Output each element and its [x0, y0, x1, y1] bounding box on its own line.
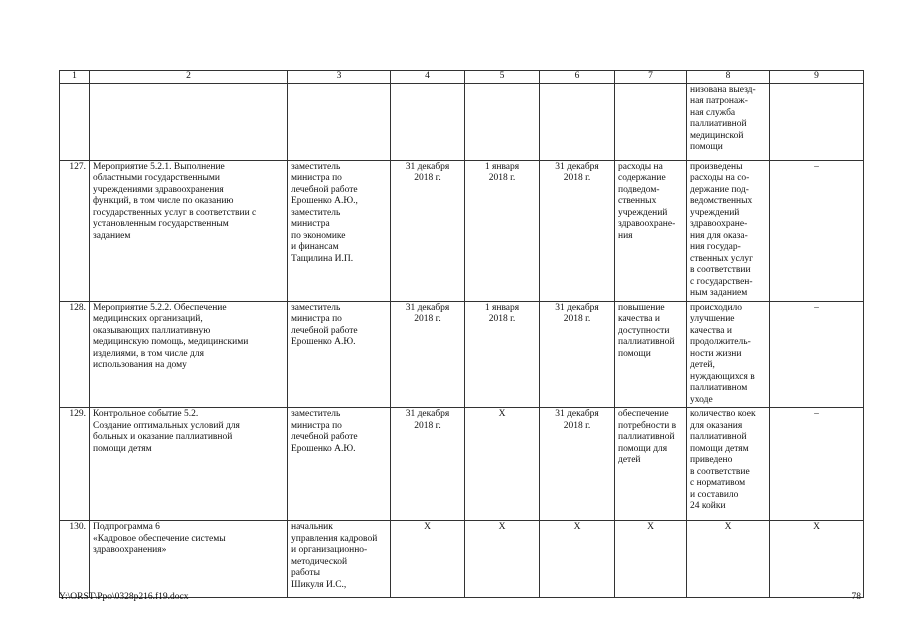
column-header: 2 — [90, 71, 288, 84]
date-cell: Х — [391, 521, 465, 598]
column-header: 4 — [391, 71, 465, 84]
date-cell: 31 декабря 2018 г. — [391, 408, 465, 521]
responsible-cell: начальник управления кадровой и организационно- методической работы Шикуля И.С., — [288, 521, 391, 598]
date-cell: 1 января 2018 г. — [465, 160, 540, 301]
row-number: 128. — [60, 301, 90, 408]
responsible-cell: заместитель министра по лечебной работе Ерошенко А.Ю. — [288, 301, 391, 408]
column-header: 3 — [288, 71, 391, 84]
date-cell: 1 января 2018 г. — [465, 301, 540, 408]
activity-cell: Контрольное событие 5.2. Создание оптимальных условий для больных и оказание паллиативной помощи детям — [90, 408, 288, 521]
expected-result-cell: Х — [615, 521, 687, 598]
page-number: 78 — [851, 592, 861, 602]
row-number: 130. — [60, 521, 90, 598]
date-cell: Х — [540, 521, 615, 598]
column-header: 8 — [687, 71, 770, 84]
date-cell: Х — [465, 521, 540, 598]
date-cell: 31 декабря 2018 г. — [540, 301, 615, 408]
date-cell: 31 декабря 2018 г. — [391, 301, 465, 408]
date-cell: 31 декабря 2018 г. — [540, 160, 615, 301]
column-number-row — [60, 71, 864, 84]
responsible-cell: заместитель министра по лечебной работе Ерошенко А.Ю. — [288, 408, 391, 521]
result-cell: количество коек для оказания паллиативной помощи детям приведено в соответствие с нормативом и составило 24 койки — [687, 408, 770, 521]
date-cell: 31 декабря 2018 г. — [540, 408, 615, 521]
file-path-footer: Y:\ORST\Ppo\0328p216.f19.docx — [59, 592, 189, 602]
table-row — [60, 408, 864, 521]
table-row — [60, 301, 864, 408]
activity-cell: Мероприятие 5.2.2. Обеспечение медицинских организаций, оказывающих паллиативную медицинскую помощь, медицинскими изделиями, в том числе для использования на дому — [90, 301, 288, 408]
table-row — [60, 521, 864, 598]
responsible-cell: заместитель министра по лечебной работе Ерошенко А.Ю., заместитель министра по экономике и финансам Тащилина И.П. — [288, 160, 391, 301]
row-number: 127. — [60, 160, 90, 301]
date-cell: Х — [465, 408, 540, 521]
table-row — [60, 160, 864, 301]
result-cell: Х — [687, 521, 770, 598]
continuation-row — [60, 83, 864, 160]
result-cell: низована выезд- ная патронаж- ная служба паллиативной медицинской помощи — [687, 83, 770, 160]
column-header: 6 — [540, 71, 615, 84]
column-header: 9 — [770, 71, 864, 84]
note-cell: – — [770, 301, 864, 408]
row-number: 129. — [60, 408, 90, 521]
note-cell: – — [770, 408, 864, 521]
expected-result-cell: повышение качества и доступности паллиативной помощи — [615, 301, 687, 408]
note-cell: Х — [770, 521, 864, 598]
activity-plan-table — [59, 70, 864, 598]
activity-cell: Подпрограмма 6 «Кадровое обеспечение системы здравоохранения» — [90, 521, 288, 598]
date-cell: 31 декабря 2018 г. — [391, 160, 465, 301]
expected-result-cell: обеспечение потребности в паллиативной помощи для детей — [615, 408, 687, 521]
activity-cell: Мероприятие 5.2.1. Выполнение областными государственными учреждениями здравоохранения функций, в том числе по оказанию государственных услуг в соответствии с установленным государственным заданием — [90, 160, 288, 301]
column-header: 5 — [465, 71, 540, 84]
expected-result-cell: расходы на содержание подведом- ственных учреждений здравоохране- ния — [615, 160, 687, 301]
result-cell: произведены расходы на со- держание под- ведомственных учреждений здравоохране- ния для оказа- ния государ- ственных услуг в соответствии с государствен- ным заданием — [687, 160, 770, 301]
result-cell: происходило улучшение качества и продолжитель- ности жизни детей, нуждающихся в паллиативном уходе — [687, 301, 770, 408]
column-header: 7 — [615, 71, 687, 84]
note-cell: – — [770, 160, 864, 301]
column-header: 1 — [60, 71, 90, 84]
